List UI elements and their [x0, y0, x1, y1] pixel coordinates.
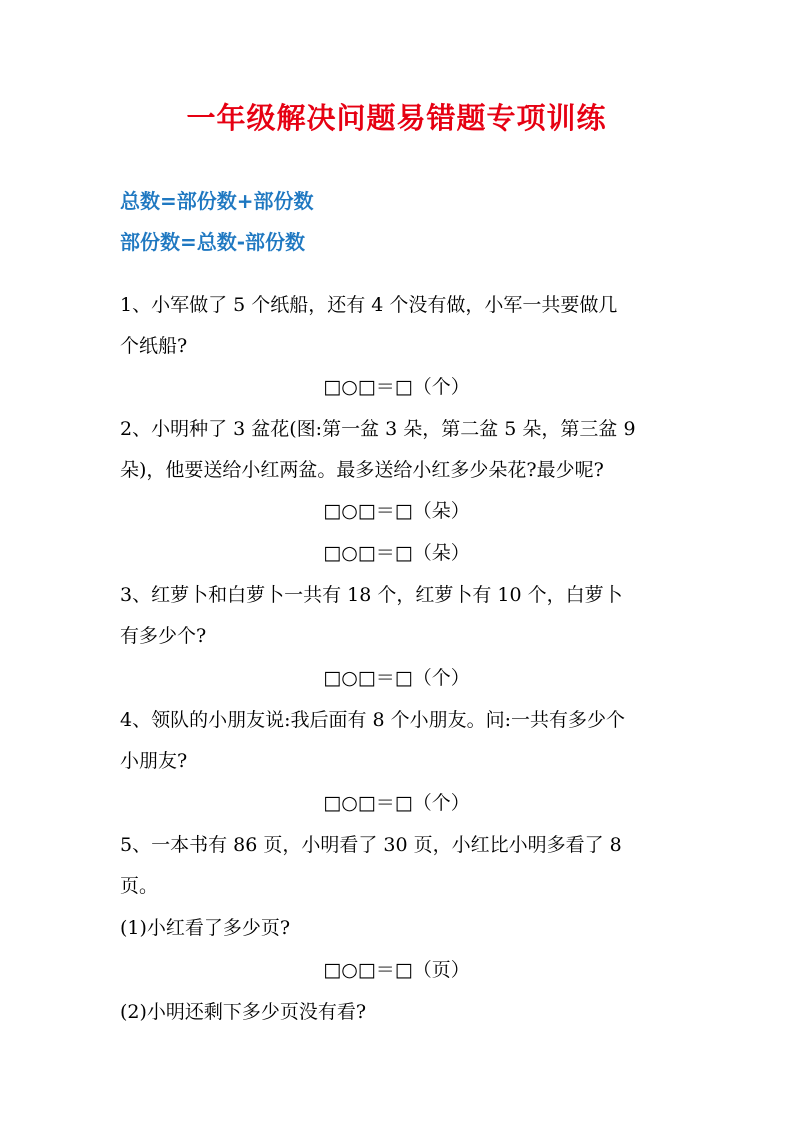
question-5-line-2: 页。	[120, 875, 159, 897]
question-1-line-2: 个纸船?	[120, 335, 188, 357]
question-4-equation: □○□＝□（个）	[323, 792, 470, 814]
question-2-equation-2: □○□＝□（朵）	[323, 542, 470, 564]
question-5-sub-2: (2)小明还剩下多少页没有看?	[120, 1001, 367, 1023]
question-1-equation: □○□＝□（个）	[323, 376, 470, 398]
formula-total: 总数=部份数+部份数	[120, 189, 314, 213]
question-2-line-1: 2、小明种了 3 盆花(图:第一盆 3 朵，第二盆 5 朵，第三盆 9	[120, 418, 636, 440]
question-3-line-2: 有多少个?	[120, 625, 207, 647]
question-4-line-2: 小朋友?	[120, 750, 188, 772]
question-2-line-2: 朵)，他要送给小红两盆。最多送给小红多少朵花?最少呢?	[120, 459, 604, 481]
question-4-line-1: 4、领队的小朋友说:我后面有 8 个小朋友。问:一共有多少个	[120, 709, 626, 731]
page-title: 一年级解决问题易错题专项训练	[186, 101, 607, 135]
question-3-line-1: 3、红萝卜和白萝卜一共有 18 个，红萝卜有 10 个，白萝卜	[120, 584, 623, 606]
question-5-line-1: 5、一本书有 86 页，小明看了 30 页，小红比小明多看了 8	[120, 834, 622, 856]
formula-part: 部份数=总数-部份数	[120, 230, 306, 254]
question-3-equation: □○□＝□（个）	[323, 667, 470, 689]
question-2-equation-1: □○□＝□（朵）	[323, 500, 470, 522]
question-1-line-1: 1、小军做了 5 个纸船，还有 4 个没有做，小军一共要做几	[120, 294, 618, 316]
question-5-sub-1: (1)小红看了多少页?	[120, 917, 291, 939]
question-5-equation: □○□＝□（页）	[323, 959, 470, 981]
